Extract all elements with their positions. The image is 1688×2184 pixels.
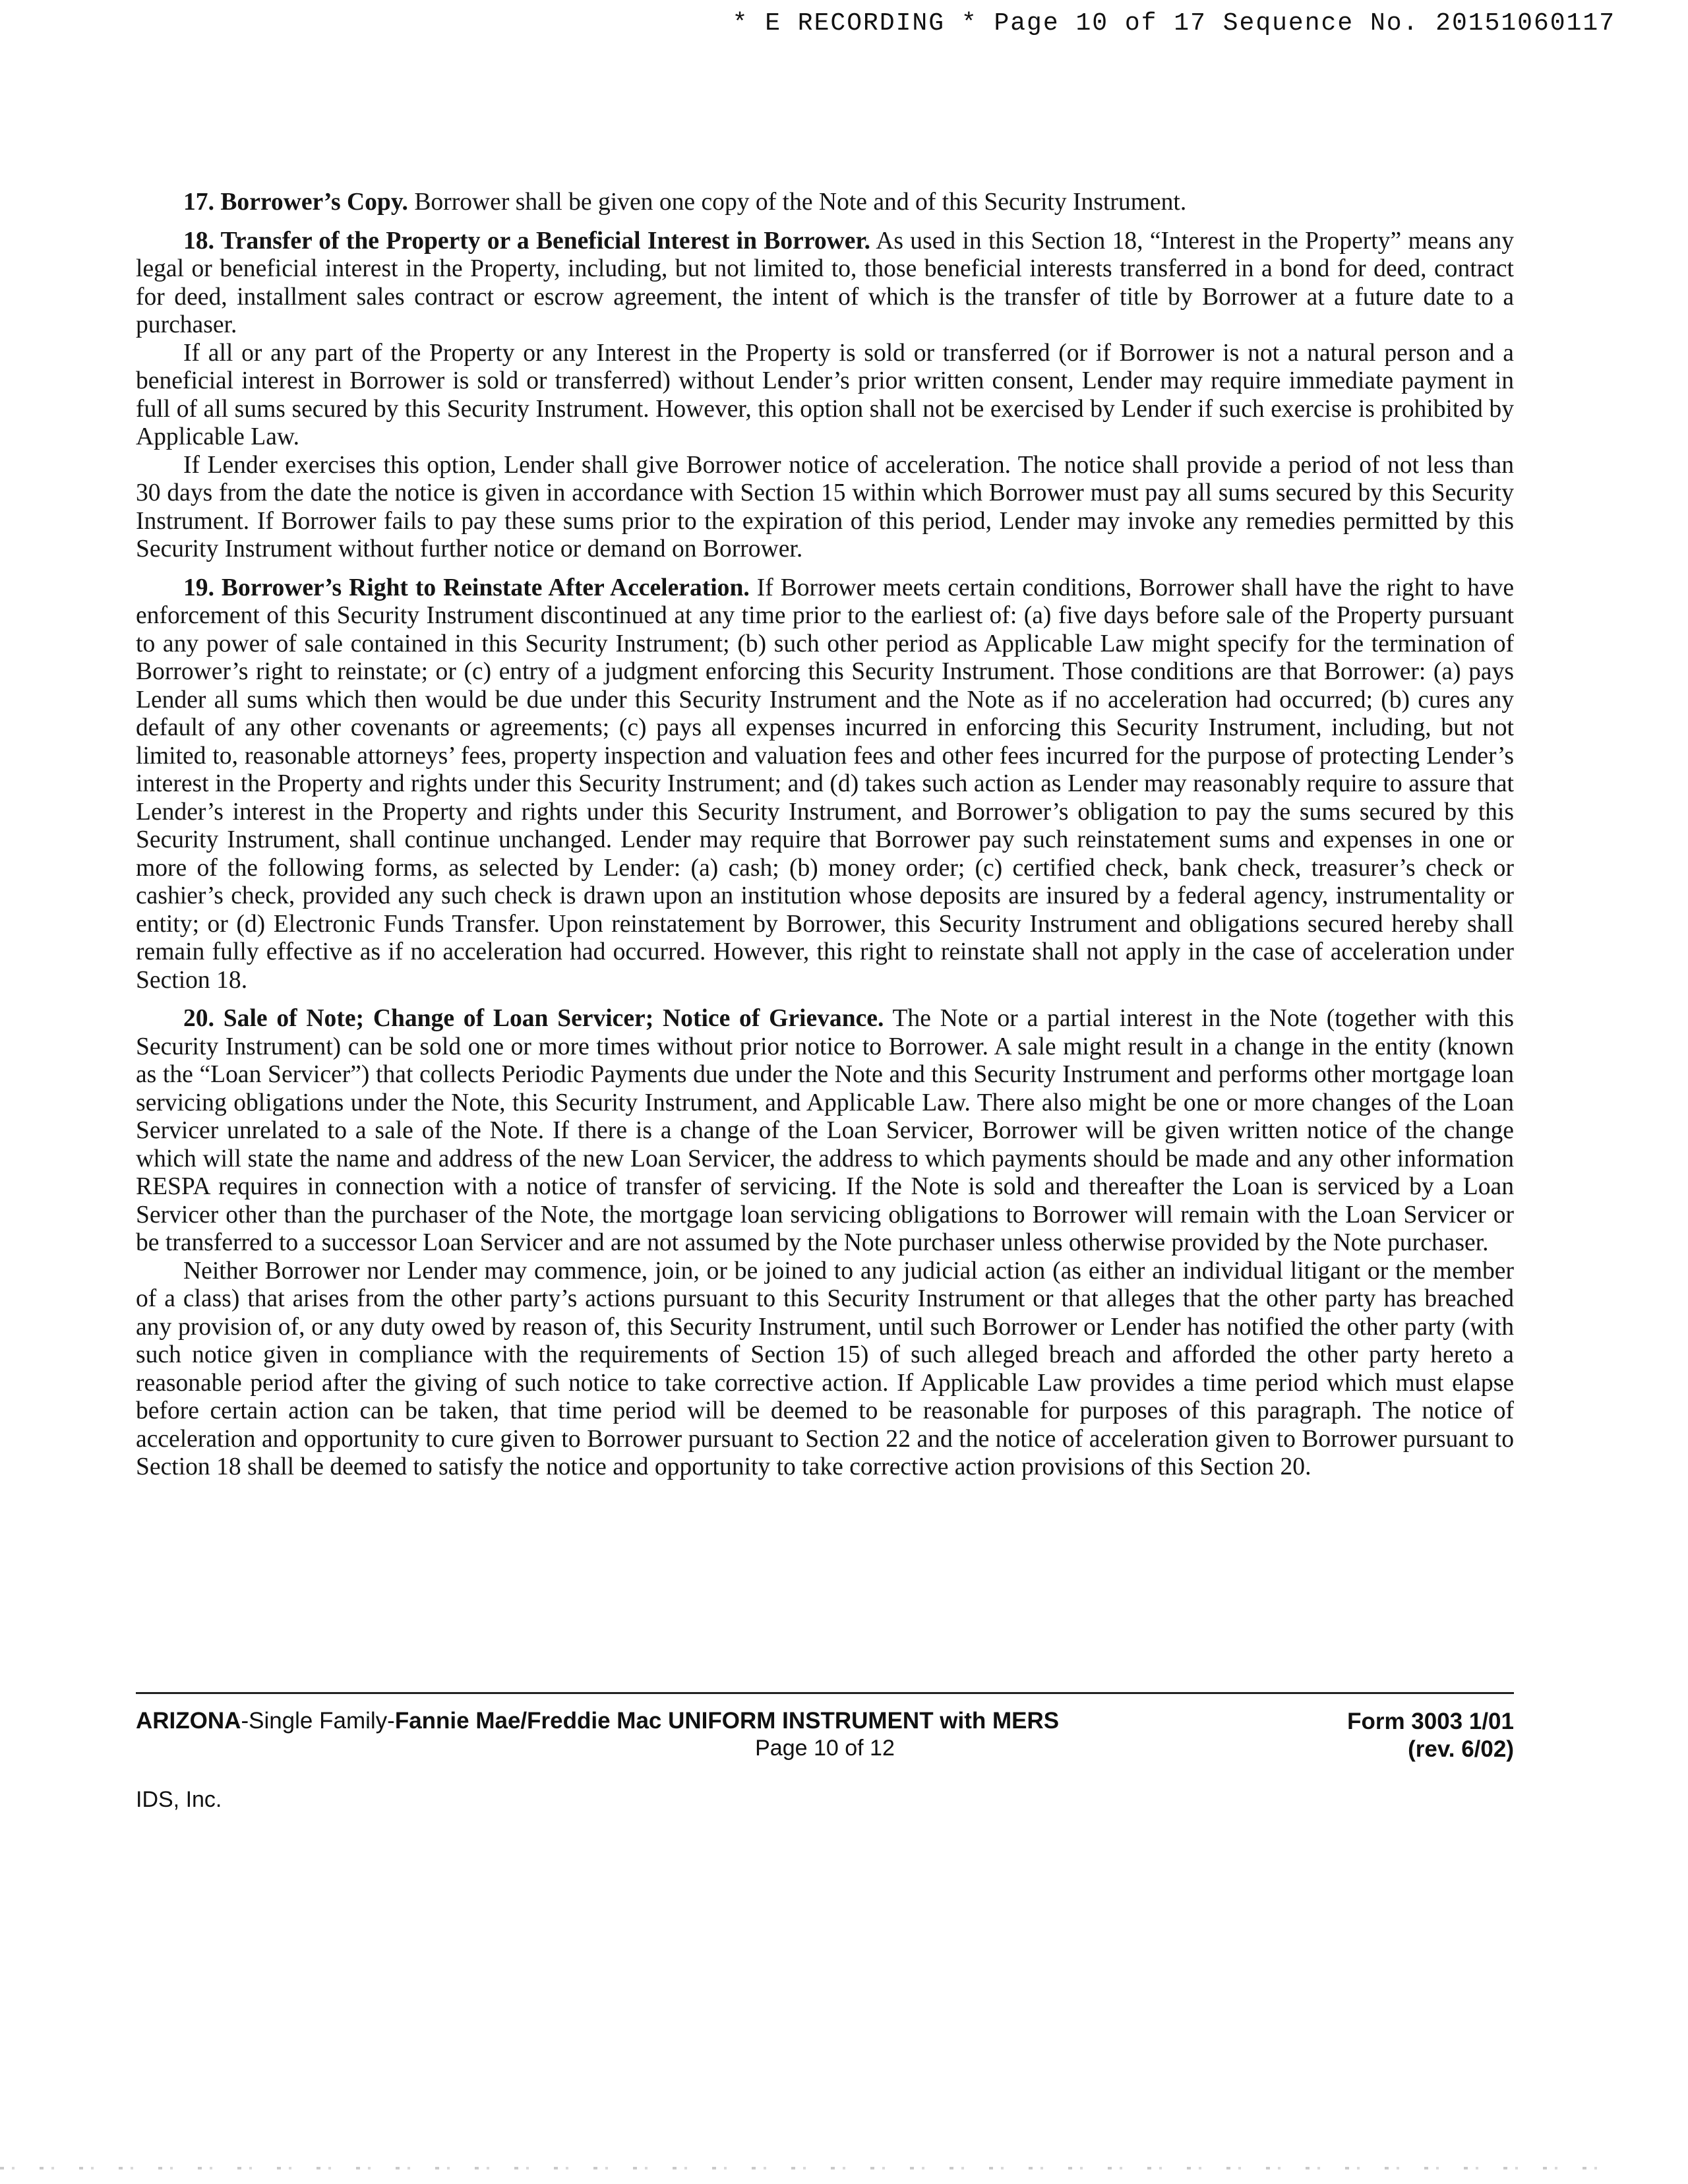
section-text: Borrower shall be given one copy of the Note and of this Security Instrument. [407, 189, 1187, 216]
section-text: The Note or a partial interest in the Note (together with this Security Instrument) can be sold one or more times without prior notice to Borrower. A sale might result in a change in the entity (known as the “Loan Servicer”) that collects Periodic Payments due under the Note and this Security Instrument and performs other mortgage loan servicing obligations under the Note, this Security Instrument, and Applicable Law. There also might be one or more changes of the Loan Servicer unrelated to a sale of the Note. If there is a change of the Loan Servicer, Borrower will be given written notice of the change which will state the name and address of the new Loan Servicer, the address to which payments should be made and any other information RESPA requires in connection with a notice of transfer of servicing. If the Note is sold and thereafter the Loan is serviced by a Loan Servicer other than the purchaser of the Note, the mortgage loan servicing obligations to Borrower will remain with the Loan Servicer or be transferred to a successor Loan Servicer and are not assumed by the Note purchaser unless otherwise provided by the Note purchaser. [136, 1005, 1514, 1256]
form-revision: (rev. 6/02) [1408, 1736, 1514, 1762]
page-number: Page 10 of 12 [755, 1736, 895, 1761]
section-text: If Lender exercises this option, Lender shall give Borrower notice of acceleration. The notice shall provide a period of not less than 30 days from the date the notice is given in accordance with Section 15 within which Borrower must pay all sums secured by this Security Instrument. If Borrower fails to pay these sums prior to the expiration of this period, Lender may invoke any remedies permitted by this Security Instrument without further notice or demand on Borrower. [136, 451, 1514, 562]
section-17-paragraph [136, 189, 1514, 217]
scan-artifact [0, 2167, 1609, 2169]
section-20-paragraph-2 [136, 1258, 1514, 1482]
section-18-paragraph-3 [136, 452, 1514, 564]
form-type: -Single Family- [241, 1708, 395, 1734]
form-number-block [1347, 1708, 1514, 1763]
section-heading: 20. Sale of Note; Change of Loan Servicer; Notice of Grievance. [183, 1005, 884, 1032]
section-text: If all or any part of the Property or any Interest in the Property is sold or transferred (or if Borrower is not a natural person and a beneficial interest in Borrower is sold or transferred) without Lender’s prior written consent, Lender may require immediate payment in full of all sums secured by this Security Instrument. However, this option shall not be exercised by Lender if such exercise is prohibited by Applicable Law. [136, 339, 1514, 450]
section-heading: 19. Borrower’s Right to Reinstate After Acceleration. [183, 574, 750, 601]
section-19-paragraph [136, 574, 1514, 995]
form-title [136, 1708, 1059, 1734]
section-heading: 17. Borrower’s Copy. [183, 189, 408, 216]
recording-header: * E RECORDING * Page 10 of 17 Sequence No. 20151060117 [732, 9, 1615, 38]
section-heading: 18. Transfer of the Property or a Beneficial Interest in Borrower. [183, 227, 871, 255]
document-body [136, 189, 1514, 1482]
section-18-paragraph-2 [136, 340, 1514, 452]
section-20-paragraph [136, 1005, 1514, 1258]
section-18-paragraph [136, 228, 1514, 340]
company-name: IDS, Inc. [136, 1787, 222, 1812]
section-text: As used in this Section 18, “Interest in the Property” means any legal or beneficial interest in the Property, including, but not limited to, those beneficial interests transferred in a bond for deed, contract for deed, installment sales contract or escrow agreement, the intent of which is the transfer of title by Borrower at a future date to a purchaser. [136, 227, 1514, 338]
section-text: If Borrower meets certain conditions, Borrower shall have the right to have enforcement of this Security Instrument discontinued at any time prior to the earliest of: (a) five days before sale of the Property pursuant to any power of sale contained in this Security Instrument; (b) such other period as Applicable Law might specify for the termination of Borrower’s right to reinstate; or (c) entry of a judgment enforcing this Security Instrument. Those conditions are that Borrower: (a) pays Lender all sums which then would be due under this Security Instrument and the Note as if no acceleration had occurred; (b) cures any default of any other covenants or agreements; (c) pays all expenses incurred in enforcing this Security Instrument, including, but not limited to, reasonable attorneys’ fees, property inspection and valuation fees and other fees incurred for the purpose of protecting Lender’s interest in the Property and rights under this Security Instrument; and (d) takes such action as Lender may reasonably require to assure that Lender’s interest in the Property and rights under this Security Instrument, and Borrower’s obligation to pay the sums secured by this Security Instrument, shall continue unchanged. Lender may require that Borrower pay such reinstatement sums and expenses in one or more of the following forms, as selected by Lender: (a) cash; (b) money order; (c) certified check, bank check, treasurer’s check or cashier’s check, provided any such check is drawn upon an institution whose deposits are insured by a federal agency, instrumentality or entity; or (d) Electronic Funds Transfer. Upon reinstatement by Borrower, this Security Instrument and obligations secured hereby shall remain fully effective as if no acceleration had occurred. However, this right to reinstate shall not apply in the case of acceleration under Section 18. [136, 574, 1515, 994]
form-number: Form 3003 1/01 [1347, 1709, 1514, 1734]
form-state: ARIZONA [136, 1708, 241, 1734]
footer-divider [136, 1692, 1514, 1694]
section-text: Neither Borrower nor Lender may commence, join, or be joined to any judicial action (as either an individual litigant or the member of a class) that arises from the other party’s actions pursuant to this Security Instrument or that alleges that the other party has breached any provision of, or any duty owed by reason of, this Security Instrument, until such Borrower or Lender has notified the other party (with such notice given in compliance with the requirements of Section 15) of such alleged breach and afforded the other party hereto a reasonable period after the giving of such notice to take corrective action. If Applicable Law provides a time period which must elapse before certain action can be taken, that time period will be deemed to be reasonable for purposes of this paragraph. The notice of acceleration and opportunity to cure given to Borrower pursuant to Section 22 and the notice of acceleration given to Borrower pursuant to Section 18 shall be deemed to satisfy the notice and opportunity to take corrective action provisions of this Section 20. [136, 1257, 1514, 1480]
form-footer [136, 1707, 1514, 1799]
form-instrument-name: Fannie Mae/Freddie Mac UNIFORM INSTRUMENT with MERS [394, 1708, 1060, 1734]
